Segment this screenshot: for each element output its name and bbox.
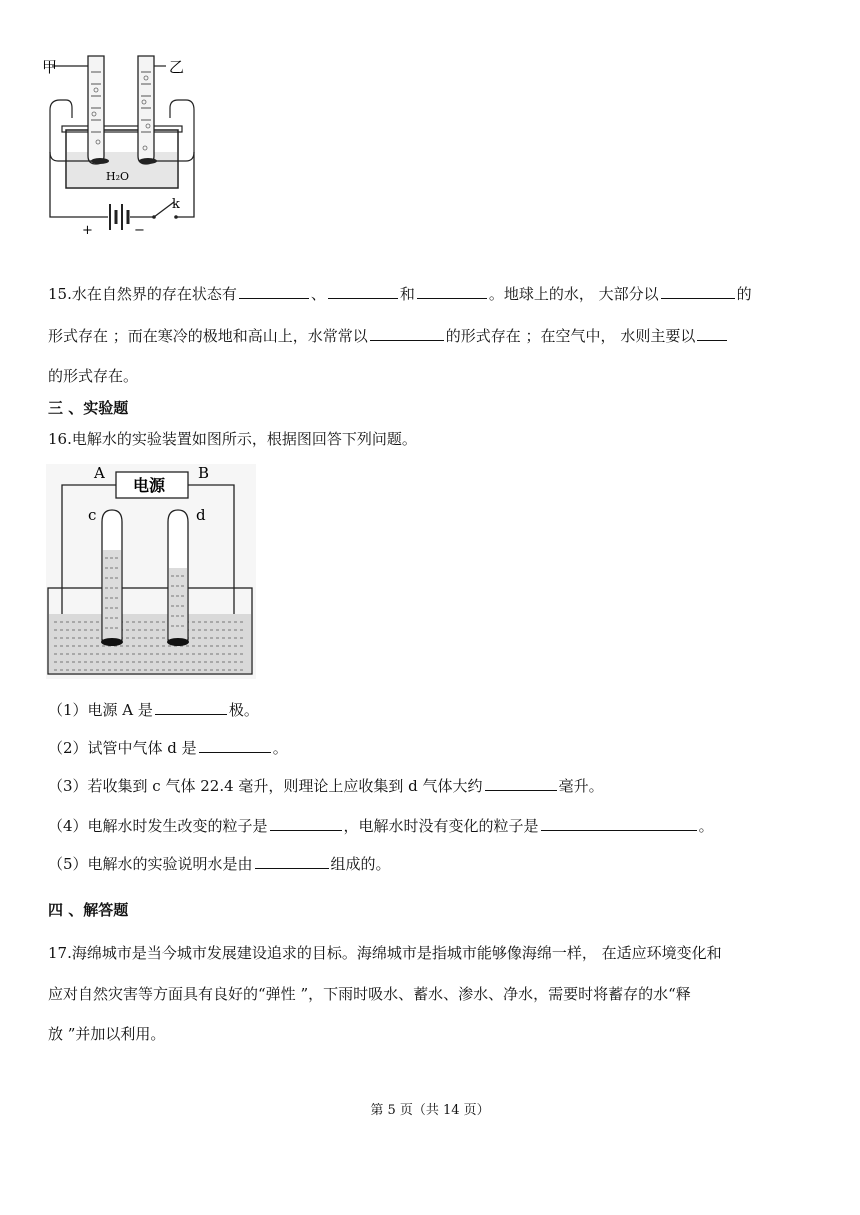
q15-line-3: 的形式存在。 — [48, 367, 139, 385]
q17-line-1: 17.海绵城市是当今城市发展建设追求的目标。海绵城市是指城市能够像海绵一样， 在适应环境变化和 — [48, 944, 722, 962]
q15-line-2: 形式存在 ；而在寒冷的极地和高山上，水常常以 的形式存在 ；在空气中， 水则主要以 — [48, 324, 729, 347]
blank[interactable] — [328, 282, 398, 299]
q16-sub3: （3）若收集到 c 气体 22.4 毫升，则理论上应收集到 d 气体大约 毫升。 — [48, 774, 604, 797]
blank[interactable] — [239, 282, 309, 299]
label-switch: k — [172, 197, 180, 212]
page-footer: 第 5 页（共 14 页） — [370, 1103, 490, 1118]
blank[interactable] — [370, 324, 444, 341]
figure-electrolysis-2 — [46, 464, 256, 679]
q16-sub5: （5）电解水的实验说明水是由 组成的。 — [48, 852, 391, 875]
blank[interactable] — [697, 324, 727, 341]
section-heading-4: 四 、解答题 — [48, 901, 129, 919]
blank[interactable] — [155, 698, 227, 715]
blank[interactable] — [485, 774, 557, 791]
blank[interactable] — [270, 814, 342, 831]
blank[interactable] — [255, 852, 329, 869]
label-water: H₂O — [106, 170, 130, 183]
label-minus: − — [134, 223, 145, 238]
label-d: d — [196, 506, 206, 524]
blank[interactable] — [541, 814, 697, 831]
label-b: B — [198, 464, 210, 482]
q17-line-3: 放 ”并加以利用。 — [48, 1025, 166, 1043]
blank[interactable] — [199, 736, 271, 753]
label-jia: 甲 — [42, 58, 58, 76]
q16-sub4: （4）电解水时发生改变的粒子是 ，电解水时没有变化的粒子是 。 — [48, 814, 714, 837]
section-heading-3: 三 、实验题 — [48, 399, 129, 417]
q17-line-2: 应对自然灾害等方面具有良好的“弹性 ”，下雨时吸水、蓄水、渗水、净水，需要时将蓄存的水“释 — [48, 985, 691, 1003]
q16-sub2: （2）试管中气体 d 是 。 — [48, 736, 288, 759]
q16-stem: 16.电解水的实验装置如图所示，根据图回答下列问题。 — [48, 430, 417, 448]
blank[interactable] — [661, 282, 735, 299]
label-power-source: 电源 — [133, 476, 166, 495]
blank[interactable] — [417, 282, 487, 299]
figure-electrolysis-1 — [44, 52, 204, 242]
q15-line-1: 15.水在自然界的存在状态有 、 和 。地球上的水， 大部分以 的 — [48, 282, 752, 305]
label-plus: + — [82, 223, 93, 238]
q16-sub1: （1）电源 A 是 极。 — [48, 698, 259, 721]
label-yi: 乙 — [169, 58, 185, 76]
label-c: c — [88, 506, 97, 524]
label-a: A — [94, 464, 105, 482]
